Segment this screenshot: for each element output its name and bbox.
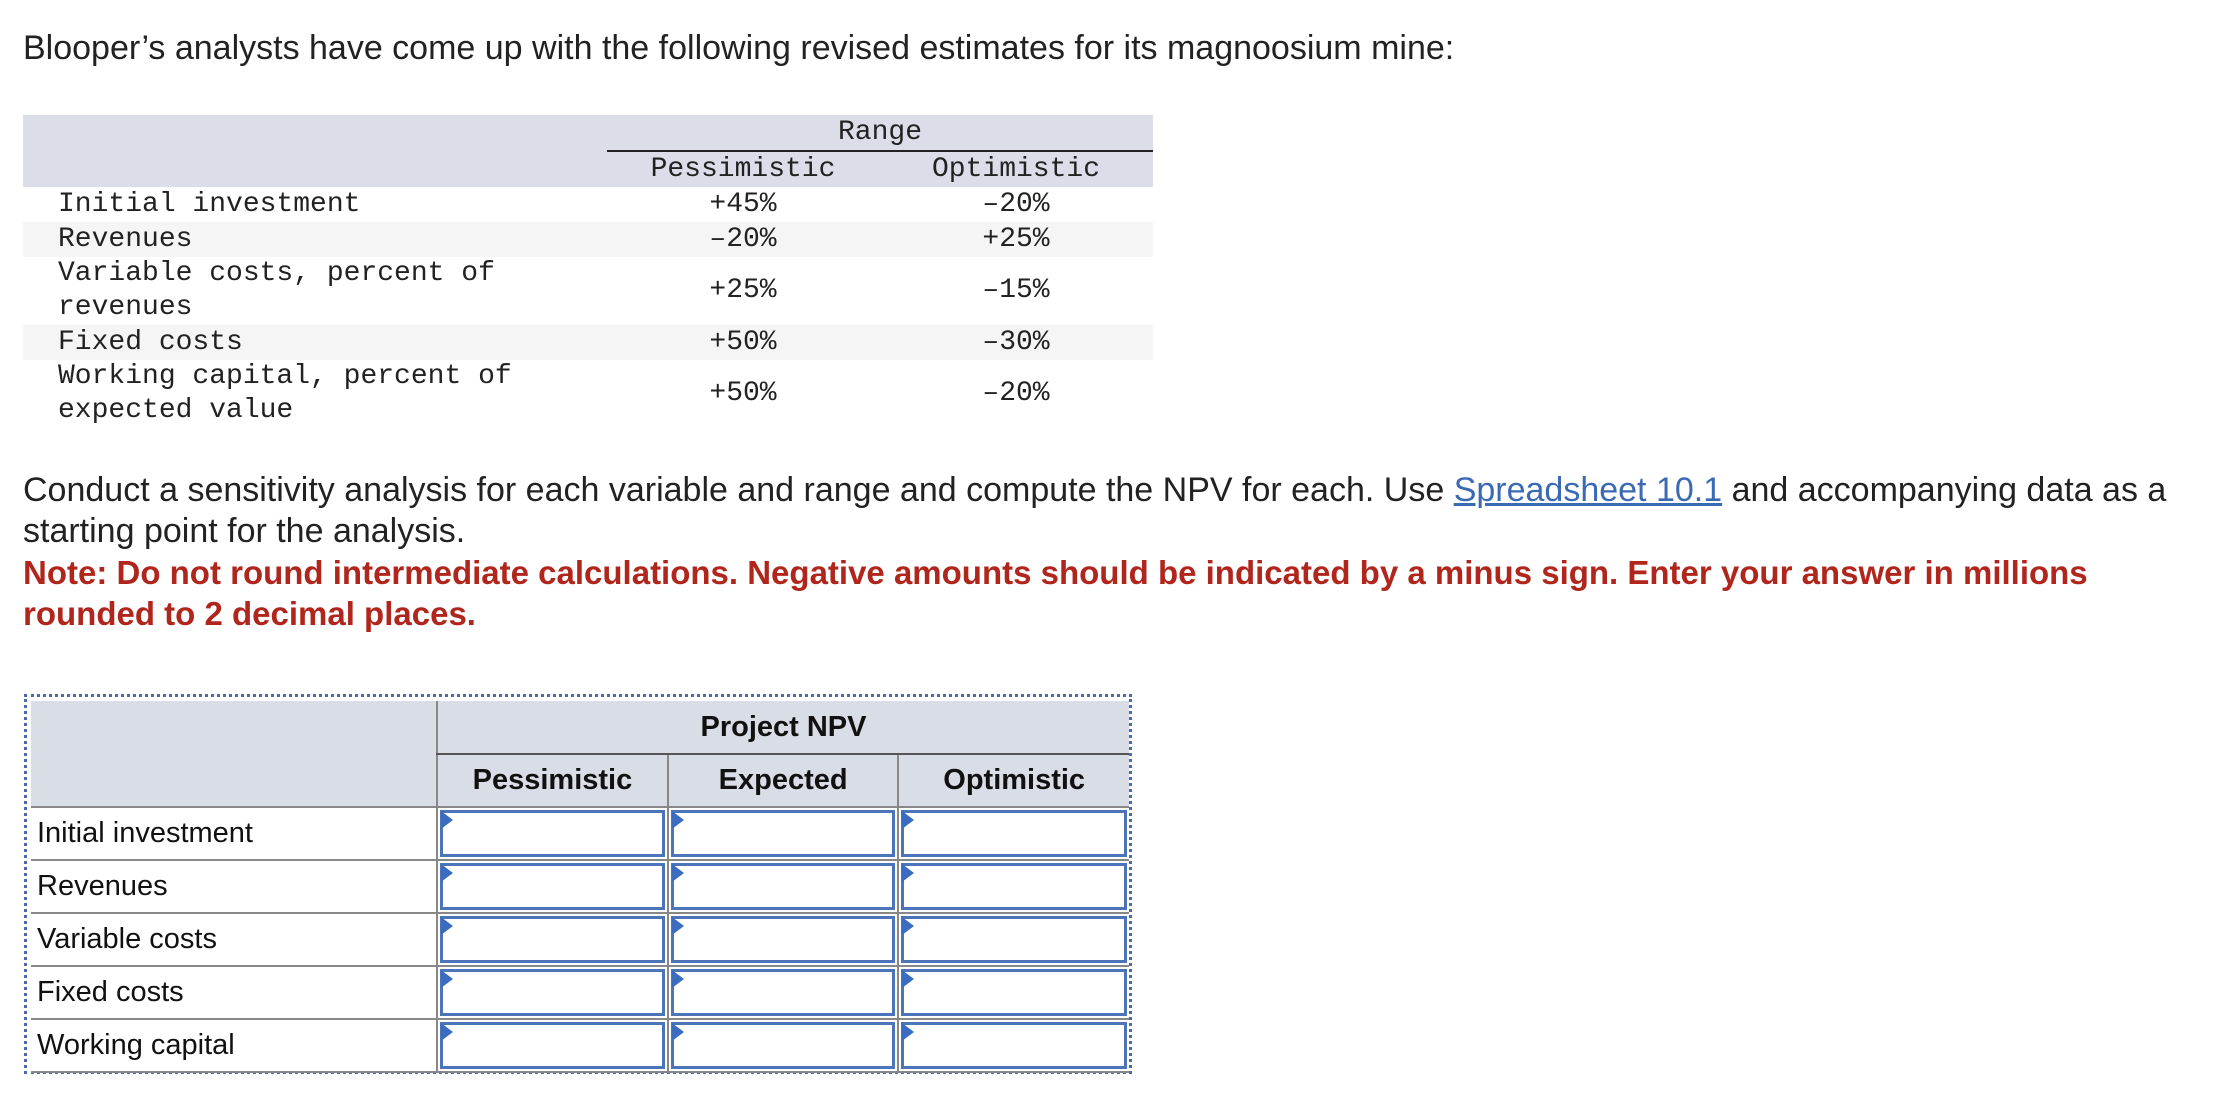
instructions-text: Conduct a sensitivity analysis for each variable and range and compute the NPV for each. Use: [23, 471, 1454, 509]
answer-grid: [31, 701, 1129, 1073]
note-text: Note: Do not round intermediate calculations. Negative amounts should be indicated by a minus sign. Enter your answer in millions rounded to 2 decimal places.: [23, 554, 2088, 632]
npv-input-expected[interactable]: [671, 863, 895, 910]
flag-marker-icon: [902, 1023, 914, 1041]
flag-marker-icon: [672, 864, 684, 882]
estimate-optimistic: –20%: [982, 188, 1050, 220]
optimistic-column-header: Optimistic: [898, 754, 1129, 807]
npv-input-optimistic[interactable]: [901, 1022, 1127, 1069]
answer-row: [31, 966, 1129, 1019]
estimate-pessimistic: +25%: [709, 275, 777, 306]
answer-row-label: Variable costs: [31, 913, 437, 966]
estimates-column-header-row: [23, 151, 1153, 187]
flag-marker-icon: [902, 970, 914, 988]
flag-marker-icon: [902, 917, 914, 935]
estimate-optimistic: –20%: [982, 378, 1050, 409]
pessimistic-header: Pessimistic: [607, 151, 879, 187]
estimates-row: [23, 325, 1153, 360]
answer-row: [31, 807, 1129, 860]
flag-marker-icon: [441, 1023, 453, 1041]
intro-text: Blooper’s analysts have come up with the following revised estimates for its magnoosium mine:: [23, 29, 1455, 67]
estimate-pessimistic: +45%: [709, 188, 777, 220]
estimate-label: Initial investment: [58, 188, 361, 220]
estimates-row: [23, 222, 1153, 257]
answer-row: [31, 860, 1129, 913]
npv-input-expected[interactable]: [671, 810, 895, 857]
expected-column-header: Expected: [668, 754, 898, 807]
npv-input-pessimistic[interactable]: [440, 1022, 665, 1069]
estimates-table: [23, 115, 1153, 428]
npv-input-pessimistic[interactable]: [440, 810, 665, 857]
npv-input-optimistic[interactable]: [901, 810, 1127, 857]
flag-marker-icon: [441, 864, 453, 882]
answer-grid-group-header-row: [31, 701, 1129, 754]
pessimistic-column-header: Pessimistic: [437, 754, 668, 807]
flag-marker-icon: [672, 1023, 684, 1041]
estimate-optimistic: –30%: [879, 325, 1153, 360]
npv-input-expected[interactable]: [671, 916, 895, 963]
estimate-pessimistic: +50%: [607, 325, 879, 360]
flag-marker-icon: [441, 917, 453, 935]
estimate-optimistic: –15%: [982, 275, 1050, 306]
estimate-pessimistic: –20%: [607, 222, 879, 257]
npv-input-pessimistic[interactable]: [440, 969, 665, 1016]
estimates-row: [23, 187, 1153, 222]
answer-row-label: Working capital: [31, 1019, 437, 1072]
answer-grid-container: [24, 694, 1132, 1074]
spreadsheet-link[interactable]: Spreadsheet 10.1: [1453, 471, 1723, 509]
flag-marker-icon: [902, 811, 914, 829]
estimates-row: [23, 360, 1153, 428]
answer-row-label: Revenues: [31, 860, 437, 913]
optimistic-header: Optimistic: [879, 151, 1153, 187]
estimate-label: Fixed costs: [23, 325, 607, 360]
range-header: Range: [607, 115, 1153, 151]
project-npv-header: Project NPV: [437, 701, 1129, 754]
estimates-range-header-row: [23, 115, 1153, 151]
instructions: [23, 470, 2203, 552]
npv-input-optimistic[interactable]: [901, 863, 1127, 910]
flag-marker-icon: [672, 917, 684, 935]
answer-row: [31, 1019, 1129, 1072]
answer-row-label: Initial investment: [31, 807, 437, 860]
estimate-label: Revenues: [23, 222, 607, 257]
flag-marker-icon: [672, 811, 684, 829]
flag-marker-icon: [672, 970, 684, 988]
flag-marker-icon: [441, 811, 453, 829]
estimate-pessimistic: +50%: [709, 378, 777, 409]
npv-input-optimistic[interactable]: [901, 969, 1127, 1016]
npv-input-pessimistic[interactable]: [440, 863, 665, 910]
estimate-optimistic: +25%: [879, 222, 1153, 257]
npv-input-expected[interactable]: [671, 1022, 895, 1069]
flag-marker-icon: [902, 864, 914, 882]
npv-input-expected[interactable]: [671, 969, 895, 1016]
flag-marker-icon: [441, 970, 453, 988]
npv-input-pessimistic[interactable]: [440, 916, 665, 963]
estimates-row: [23, 257, 1153, 325]
instructions-text-end: and accompanying data as a starting point for the analysis.: [23, 471, 2167, 550]
answer-row: [31, 913, 1129, 966]
answer-row-label: Fixed costs: [31, 966, 437, 1019]
corner-cell: [31, 701, 437, 807]
npv-input-optimistic[interactable]: [901, 916, 1127, 963]
estimate-label: Working capital, percent of expected value: [58, 361, 512, 426]
estimate-label: Variable costs, percent of revenues: [58, 258, 495, 323]
